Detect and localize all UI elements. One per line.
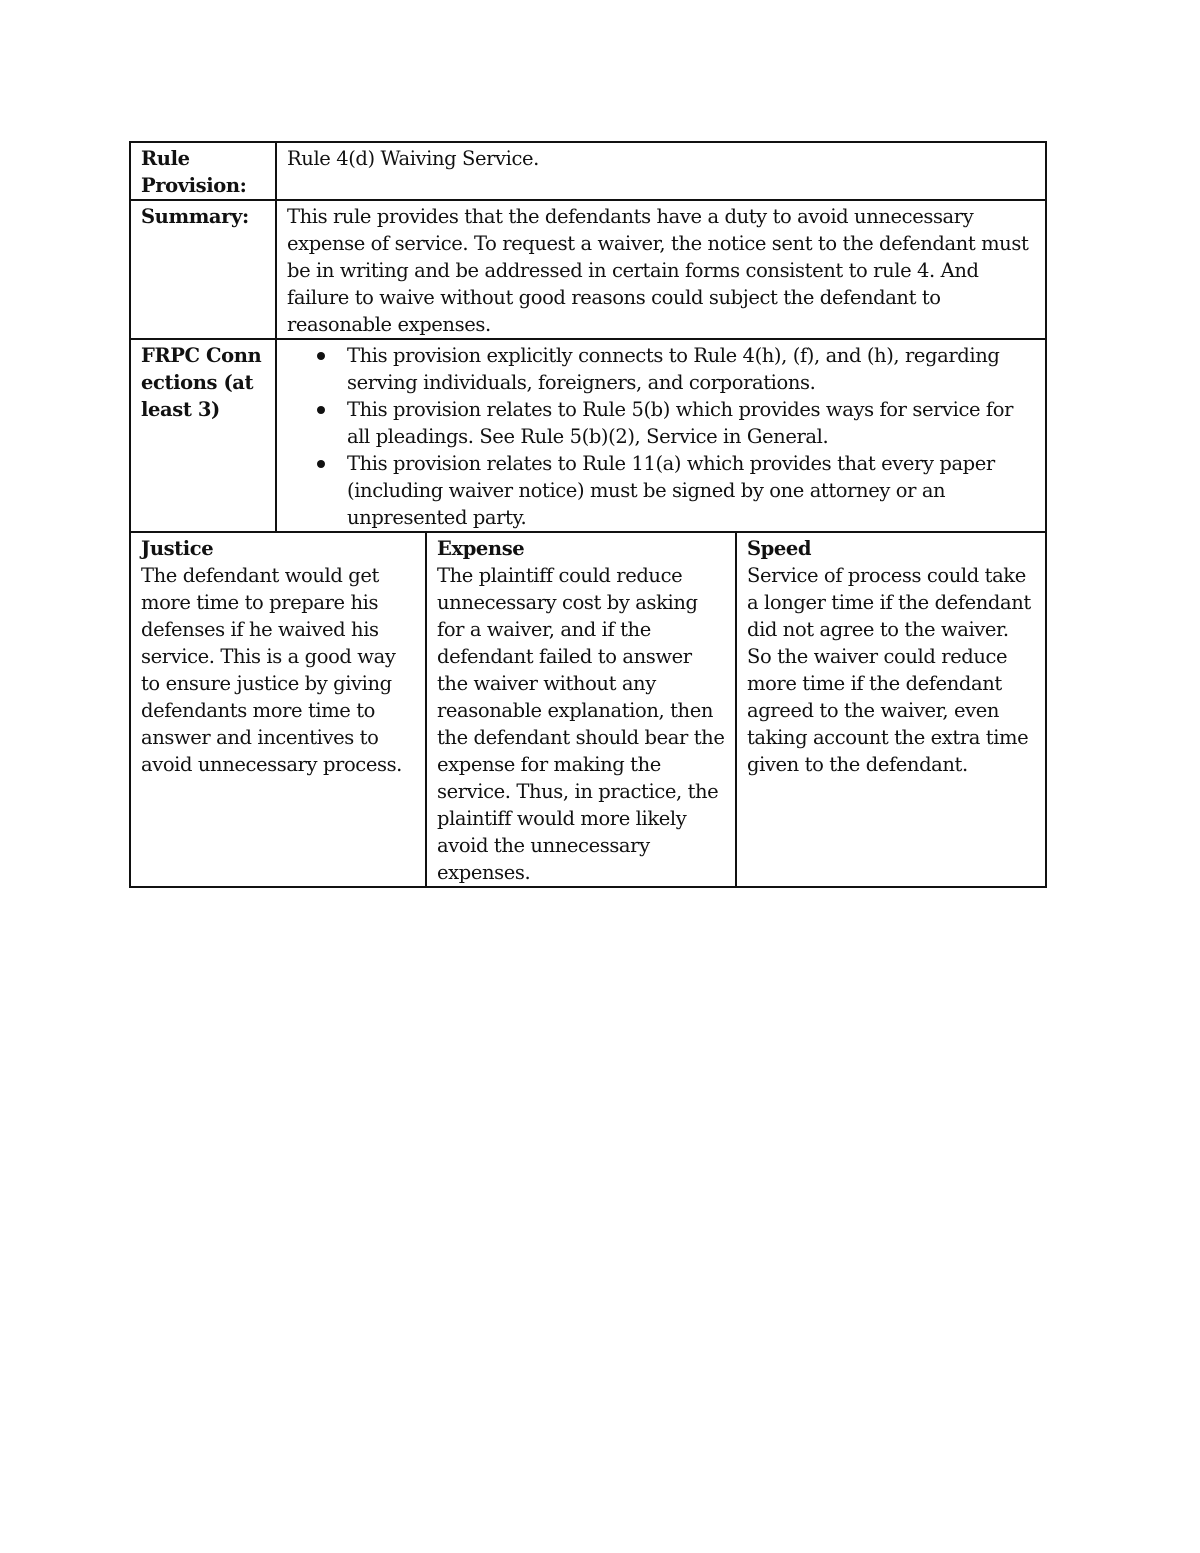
evaluation-table [129, 531, 1047, 888]
speed-text: Service of process could take a longer time if the defendant did not agree to the waiver. So the waiver could reduce more time if the defendant agreed to the waiver, even taking account the extra time given to the defendant. [747, 564, 1031, 776]
frpc-list-cell [276, 339, 1046, 532]
justice-heading: Justice [141, 537, 214, 560]
frpc-list [287, 342, 1035, 531]
frpc-item [347, 396, 1035, 450]
summary-row [130, 200, 1046, 339]
frpc-item-text: This provision relates to Rule 11(a) which provides that every paper (including waiver notice) must be signed by one attorney or an unpresented party. [347, 452, 995, 529]
expense-heading: Expense [437, 537, 525, 560]
frpc-row [130, 339, 1046, 532]
rule-provision-label: Rule Provision: [130, 142, 276, 200]
rule-provision-row [130, 142, 1046, 200]
frpc-item [347, 450, 1035, 531]
rule-provision-value: Rule 4(d) Waiving Service. [276, 142, 1046, 200]
justice-cell [130, 532, 426, 887]
bullet-icon [317, 352, 325, 360]
rule-table [129, 141, 1047, 533]
frpc-item-text: This provision relates to Rule 5(b) which provides ways for service for all pleadings. See Rule 5(b)(2), Service in General. [347, 398, 1014, 448]
frpc-item [347, 342, 1035, 396]
speed-cell [736, 532, 1046, 887]
rule-analysis-document [129, 141, 1047, 888]
frpc-item-text: This provision explicitly connects to Rule 4(h), (f), and (h), regarding serving individuals, foreigners, and corporations. [347, 344, 1000, 394]
bullet-icon [317, 406, 325, 414]
speed-heading: Speed [747, 537, 812, 560]
bullet-icon [317, 460, 325, 468]
summary-label: Summary: [130, 200, 276, 339]
summary-value: This rule provides that the defendants have a duty to avoid unnecessary expense of service. To request a waiver, the notice sent to the defendant must be in writing and be addressed in certain forms consistent to rule 4. And failure to waive without good reasons could subject the defendant to reasonable expenses. [276, 200, 1046, 339]
expense-cell [426, 532, 736, 887]
frpc-label: FRPC Connections (at least 3) [130, 339, 276, 532]
expense-text: The plaintiff could reduce unnecessary cost by asking for a waiver, and if the defendant failed to answer the waiver without any reasonable explanation, then the defendant should bear the expense for making the service. Thus, in practice, the plaintiff would more likely avoid the unnecessary expenses. [437, 564, 725, 884]
evaluation-row [130, 532, 1046, 887]
justice-text: The defendant would get more time to prepare his defenses if he waived his service. This is a good way to ensure justice by giving defendants more time to answer and incentives to avoid unnecessary process. [141, 564, 402, 776]
